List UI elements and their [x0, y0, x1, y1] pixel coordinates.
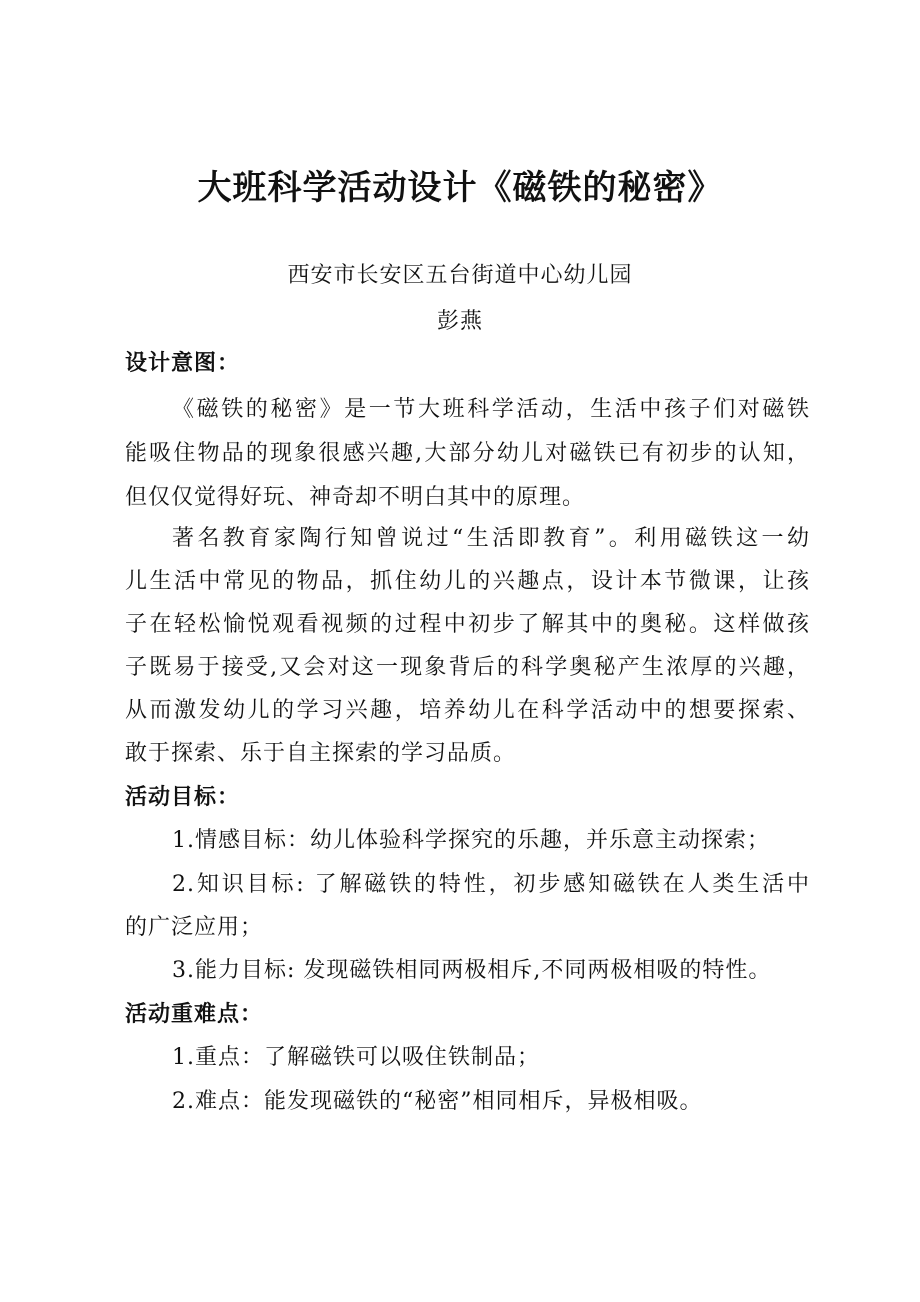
paragraph-line: 子在轻松愉悦观看视频的过程中初步了解其中的奥秘。这样做孩	[125, 612, 810, 637]
goal-item: 2.知识目标: 了解磁铁的特性，初步感知磁铁在人类生活中	[172, 872, 810, 897]
paragraph-line: 子既易于接受,又会对这一现象背后的科学奥秘产生浓厚的兴趣，	[125, 655, 810, 680]
paragraph-line: 从而激发幼儿的学习兴趣，培养幼儿在科学活动中的想要探索、	[125, 698, 810, 723]
section-heading-goals: 活动目标：	[125, 785, 241, 810]
paragraph-line: 《磁铁的秘密》是一节大班科学活动，生活中孩子们对磁铁	[172, 397, 810, 422]
key-point-item: 1.重点：了解磁铁可以吸住铁制品；	[172, 1045, 540, 1070]
goal-item: 3.能力目标: 发现磁铁相同两极相斥,不同两极相吸的特性。	[172, 958, 772, 983]
document-title: 大班科学活动设计《磁铁的秘密》	[197, 168, 723, 208]
goal-item: 1.情感目标：幼儿体验科学探究的乐趣，并乐意主动探索；	[172, 828, 770, 853]
key-point-item: 2.难点：能发现磁铁的“秘密”相同相斥，异极相吸。	[172, 1089, 703, 1114]
paragraph-line: 著名教育家陶行知曾说过“生活即教育”。利用磁铁这一幼	[172, 526, 810, 551]
section-heading-key-points: 活动重难点：	[125, 1002, 264, 1027]
paragraph-line: 敢于探索、乐于自主探索的学习品质。	[125, 741, 517, 766]
goal-item-continuation: 的广泛应用；	[125, 915, 264, 940]
section-heading-design-intent: 设计意图：	[125, 351, 241, 376]
school-name: 西安市长安区五台街道中心幼儿园	[287, 263, 633, 288]
paragraph-line: 但仅仅觉得好玩、神奇却不明白其中的原理。	[125, 485, 586, 510]
paragraph-line: 能吸住物品的现象很感兴趣,大部分幼儿对磁铁已有初步的认知，	[125, 441, 810, 466]
paragraph-line: 儿生活中常见的物品，抓住幼儿的兴趣点，设计本节微课，让孩	[125, 569, 810, 594]
author-name: 彭燕	[436, 309, 483, 334]
